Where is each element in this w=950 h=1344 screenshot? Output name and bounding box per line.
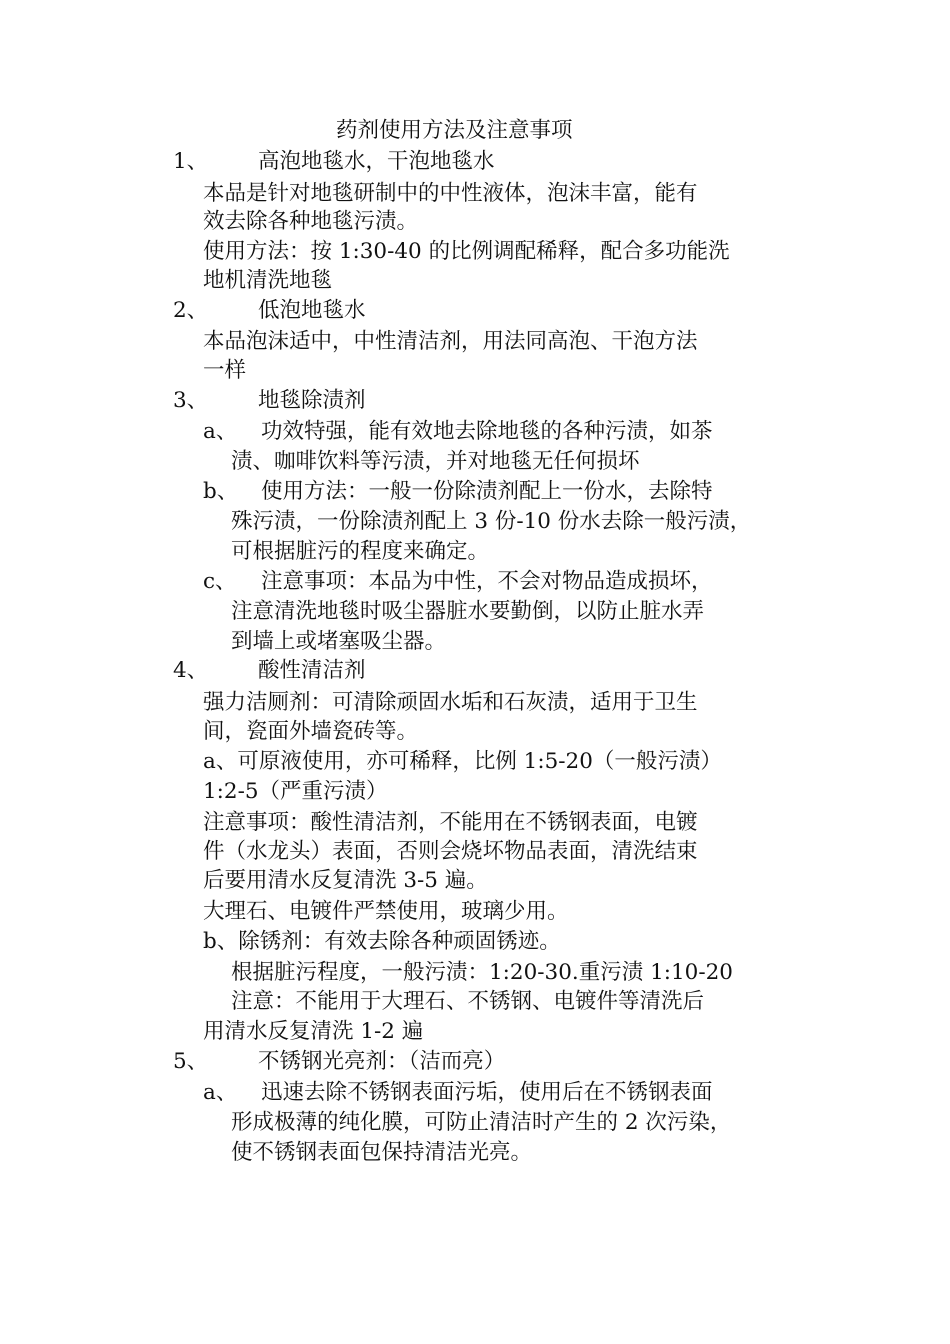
section-5-item-a-line: 形成极薄的纯化膜，可防止清洁时产生的 2 次污染， <box>231 1110 732 1135</box>
section-4-line: 后要用清水反复清洗 3-5 遍。 <box>203 868 488 893</box>
section-3-item-a-line: 功效特强，能有效地去除地毯的各种污渍，如茶 <box>261 419 713 444</box>
section-5-item-a-line: 迅速去除不锈钢表面污垢，使用后在不锈钢表面 <box>261 1080 713 1105</box>
section-3-item-a-marker: a、 <box>203 419 238 444</box>
section-4-line: 间，瓷面外墙瓷砖等。 <box>203 719 419 744</box>
section-4-line: 1:2-5（严重污渍） <box>203 779 388 804</box>
section-5-number: 5、 <box>173 1049 209 1074</box>
section-4-line: b、除锈剂：有效去除各种顽固锈迹。 <box>203 929 561 954</box>
section-1-number: 1、 <box>173 149 209 174</box>
section-2-number: 2、 <box>173 298 209 323</box>
section-4-line: 注意：不能用于大理石、不锈钢、电镀件等清洗后 <box>231 989 705 1014</box>
section-1-line: 使用方法：按 1:30-40 的比例调配稀释，配合多功能洗 <box>203 239 730 264</box>
section-3-heading: 地毯除渍剂 <box>258 388 366 413</box>
section-1-line: 本品是针对地毯研制中的中性液体，泡沫丰富，能有 <box>203 181 698 206</box>
section-2-line: 一样 <box>203 358 247 383</box>
section-3-item-a-line: 渍、咖啡饮料等污渍，并对地毯无任何损坏 <box>231 449 640 474</box>
section-2-line: 本品泡沫适中，中性清洁剂，用法同高泡、干泡方法 <box>203 329 698 354</box>
section-3-item-b-line: 殊污渍，一份除渍剂配上 3 份-10 份水去除一般污渍， <box>231 509 752 534</box>
section-4-line: 强力洁厕剂：可清除顽固水垢和石灰渍，适用于卫生 <box>203 690 698 715</box>
section-3-item-c-line: 注意清洗地毯时吸尘器脏水要勤倒，以防止脏水弄 <box>231 599 705 624</box>
document-title: 药剂使用方法及注意事项 <box>336 118 573 143</box>
section-3-item-b-line: 可根据脏污的程度来确定。 <box>231 539 490 564</box>
section-4-line: 注意事项：酸性清洁剂，不能用在不锈钢表面，电镀 <box>203 810 698 835</box>
section-1-heading: 高泡地毯水，干泡地毯水 <box>258 149 495 174</box>
section-3-item-b-line: 使用方法：一般一份除渍剂配上一份水，去除特 <box>261 479 713 504</box>
section-4-line: 大理石、电镀件严禁使用，玻璃少用。 <box>203 899 569 924</box>
section-3-item-c-marker: c、 <box>203 569 237 594</box>
section-3-item-b-marker: b、 <box>203 479 239 504</box>
section-5-heading: 不锈钢光亮剂：（洁而亮） <box>258 1049 506 1074</box>
section-4-heading: 酸性清洁剂 <box>258 658 366 683</box>
section-1-line: 地机清洗地毯 <box>203 268 333 293</box>
section-2-heading: 低泡地毯水 <box>258 298 366 323</box>
section-1-line: 效去除各种地毯污渍。 <box>203 209 419 234</box>
section-4-line: 件（水龙头）表面，否则会烧坏物品表面，清洗结束 <box>203 839 698 864</box>
section-4-line: a、可原液使用，亦可稀释，比例 1:5-20（一般污渍） <box>203 749 722 774</box>
section-3-item-c-line: 到墙上或堵塞吸尘器。 <box>231 629 447 654</box>
section-5-item-a-line: 使不锈钢表面包保持清洁光亮。 <box>231 1140 533 1165</box>
section-4-number: 4、 <box>173 658 209 683</box>
section-3-item-c-line: 注意事项：本品为中性，不会对物品造成损坏， <box>261 569 713 594</box>
section-5-item-a-marker: a、 <box>203 1080 238 1105</box>
section-3-number: 3、 <box>173 388 209 413</box>
section-4-line: 用清水反复清洗 1-2 遍 <box>203 1019 424 1044</box>
section-4-line: 根据脏污程度，一般污渍：1:20-30.重污渍 1:10-20 <box>231 960 733 985</box>
